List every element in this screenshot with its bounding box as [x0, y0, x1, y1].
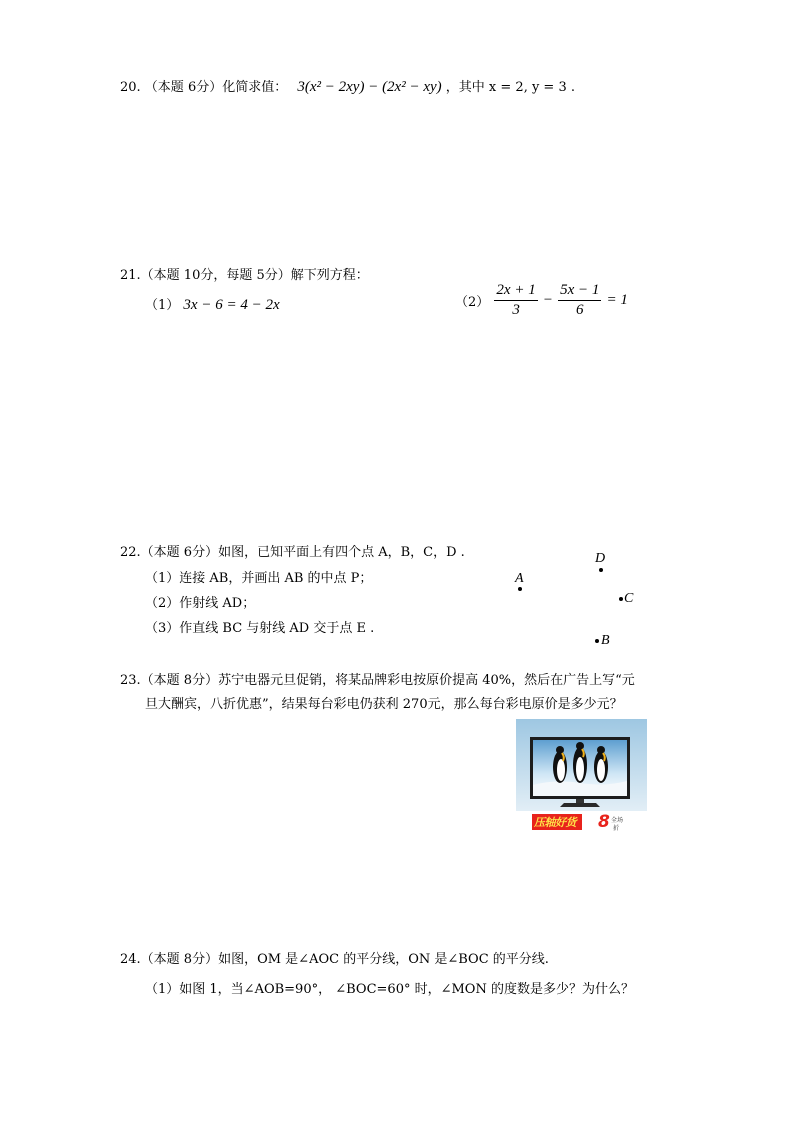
question-23-line1: 23.（本题 8分）苏宁电器元旦促销，将某品牌彩电按原价提高 40%，然后在广告上写“元 [120, 673, 635, 688]
fraction-2-numerator: 5x − 1 [558, 282, 601, 301]
q20-expression: 3(x² − 2xy) − (2x² − xy) [297, 79, 442, 95]
tv-ad-image [516, 719, 647, 833]
q24-part1: （1）如图 1，当∠AOB=90°， ∠BOC=60° 时，∠MON 的度数是多少？为什么？ [145, 982, 634, 997]
equation-rhs: = 1 [606, 292, 628, 308]
ad-discount-number: 8 [598, 812, 610, 832]
q22-part1: （1）连接 AB，并画出 AB 的中点 P； [145, 571, 373, 586]
point-label-c: C [624, 591, 634, 606]
question-24: 24.（本题 8分）如图，OM 是∠AOC 的平分线，ON 是∠BOC 的平分线. [120, 952, 549, 967]
point-label-b: B [601, 633, 610, 648]
q20-text: 20. （本题 6分）化简求值： [120, 80, 288, 95]
question-22: 22.（本题 6分）如图，已知平面上有四个点 A，B，C，D . [120, 545, 465, 560]
point-d [599, 568, 603, 572]
fraction-1-denominator: 3 [512, 302, 520, 318]
point-label-a: A [515, 571, 524, 586]
q21-fraction-1 [494, 282, 537, 319]
point-a [518, 587, 522, 591]
minus-sign: − [542, 292, 553, 308]
q21-part2-label: （2） [455, 295, 490, 310]
ad-banner-text: 压轴好货 [534, 816, 576, 829]
q22-part2: （2）作射线 AD； [145, 596, 256, 611]
ad-discount-small1: 全场 [611, 817, 624, 824]
fraction-2-denominator: 6 [576, 302, 584, 318]
question-23-line2: 旦大酬宾，八折优惠”，结果每台彩电仍获利 270元，那么每台彩电原价是多少元？ [145, 697, 623, 712]
q21-part1-label: （1） [145, 298, 180, 313]
question-20 [120, 76, 575, 96]
q20-condition: ，其中 x = 2, y = 3 . [445, 80, 575, 95]
ad-discount-small2: 折 [613, 825, 620, 832]
point-b [595, 639, 599, 643]
q21-fraction-2 [558, 282, 601, 319]
q21-part2 [455, 282, 628, 319]
point-c [619, 597, 623, 601]
q22-part3: （3）作直线 BC 与射线 AD 交于点 E . [145, 621, 375, 636]
question-21: 21.（本题 10分，每题 5分）解下列方程： [120, 268, 369, 283]
point-label-d: D [595, 551, 606, 566]
q21-part1 [145, 294, 280, 314]
fraction-1-numerator: 2x + 1 [494, 282, 537, 301]
q21-part1-equation: 3x − 6 = 4 − 2x [183, 297, 280, 313]
